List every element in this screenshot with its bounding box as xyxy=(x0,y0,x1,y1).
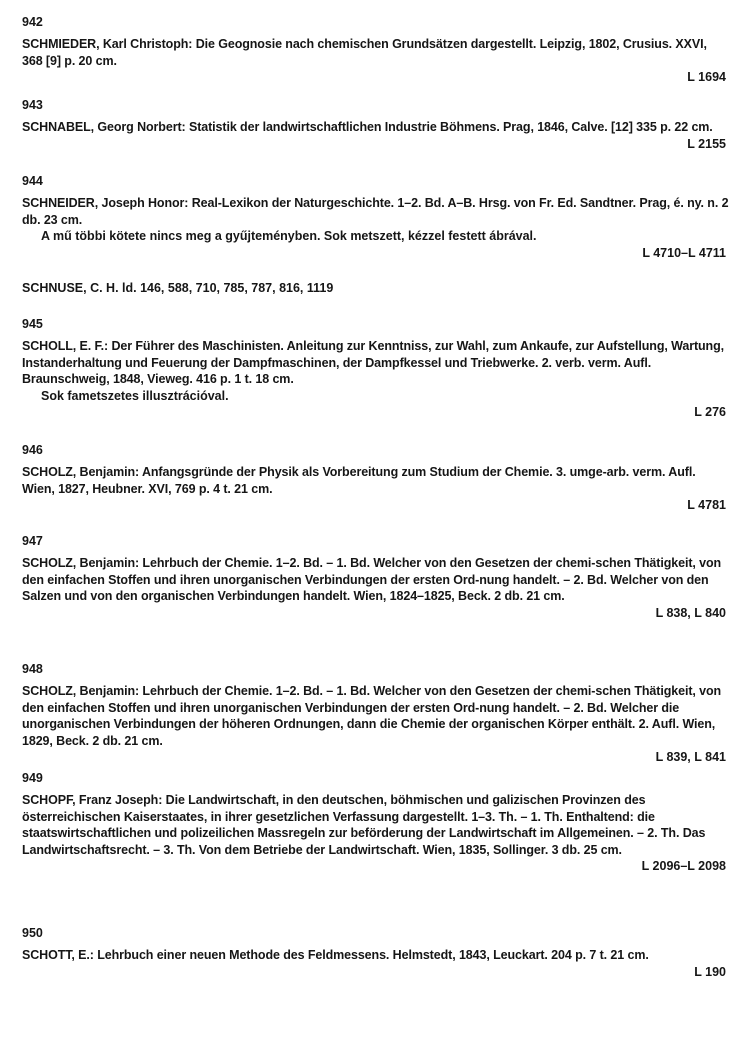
catalog-entry-945 xyxy=(22,316,730,442)
catalog-entry-942 xyxy=(22,14,730,97)
shelf-mark: L 276 xyxy=(694,405,726,419)
shelf-mark: L 838, L 840 xyxy=(655,605,726,620)
entry-number: 947 xyxy=(22,534,43,548)
entry-note: Sok fametszetes illusztrációval. xyxy=(41,388,229,403)
shelf-mark: L 190 xyxy=(694,964,726,979)
cross-reference: SCHNUSE, C. H. ld. 146, 588, 710, 785, 787, 816, 1119 xyxy=(22,281,334,295)
catalog-entry-943 xyxy=(22,97,730,173)
entry-description: SCHOLZ, Benjamin: Lehrbuch der Chemie. 1–2. Bd. – 1. Bd. Welcher von den Gesetzen der chemi-schen Thätigkeit, von den einfachen Stoffen und ihren unorganischen Verbindungen der ersten Ord-nung handelt. – 2. Bd. Welcher von den Salzen und von den organischen Verbindungen handelt. Wien, 1824–1825, Beck. 2 db. 21 cm. xyxy=(22,556,722,603)
entry-description: SCHOLZ, Benjamin: Lehrbuch der Chemie. 1–2. Bd. – 1. Bd. Welcher von den Gesetzen der chemi-schen Thätigkeit, von den einfachen Stoffen und ihren unorganischen Verbindungen der ersten Ord-nung handelt. – 2. Bd. Welcher die unorganischen Verbindungen der höheren Ordnungen, dann die Chemie der organischen Körper enthält. 2. Aufl. Wien, 1829, Beck. 2 db. 21 cm. xyxy=(22,684,722,748)
entry-number: 948 xyxy=(22,662,43,676)
entry-description: SCHNEIDER, Joseph Honor: Real-Lexikon der Naturgeschichte. 1–2. Bd. A–B. Hrsg. von Fr. Ed. Sandtner. Prag, é. ny. n. 2 db. 23 cm. xyxy=(22,196,729,227)
entry-number: 946 xyxy=(22,443,43,457)
entry-description: SCHOLL, E. F.: Der Führer des Maschinisten. Anleitung zur Kenntniss, zur Wahl, zum Ankaufe, zur Aufstellung, Wartung, Instanderhaltung und Feuerung der Dampfmaschinen, der Dampfkessel und Triebwerke. 2. verb. verm. Aufl. Braunschweig, 1848, Vieweg. 416 p. 1 t. 18 cm. xyxy=(22,339,725,386)
shelf-mark: L 4781 xyxy=(687,498,726,512)
entry-description: SCHNABEL, Georg Norbert: Statistik der landwirtschaftlichen Industrie Böhmens. Prag, 1846, Calve. [12] 335 p. 22 cm. xyxy=(22,120,713,134)
entry-number: 942 xyxy=(22,15,43,29)
entry-number: 943 xyxy=(22,98,43,112)
entry-number: 945 xyxy=(22,317,43,331)
shelf-mark: L 2096–L 2098 xyxy=(641,859,726,873)
shelf-mark: L 839, L 841 xyxy=(655,750,726,764)
entry-number: 950 xyxy=(22,926,43,940)
shelf-mark: L 1694 xyxy=(687,70,726,84)
entry-number: 949 xyxy=(22,771,43,785)
entry-description: SCHOTT, E.: Lehrbuch einer neuen Methode des Feldmessens. Helmstedt, 1843, Leuckart. 204 p. 7 t. 21 cm. xyxy=(22,948,649,962)
shelf-mark: L 4710–L 4711 xyxy=(642,245,726,260)
shelf-mark: L 2155 xyxy=(687,136,726,151)
catalog-entry-948 xyxy=(22,661,730,770)
entry-description: SCHMIEDER, Karl Christoph: Die Geognosie nach chemischen Grundsätzen dargestellt. Leipzig, 1802, Crusius. XXVI, 368 [9] p. 20 cm. xyxy=(22,37,707,68)
catalog-entry-950 xyxy=(22,925,730,995)
entry-description: SCHOLZ, Benjamin: Anfangsgründe der Physik als Vorbereitung zum Studium der Chemie. 3. umge-arb. verm. Aufl. Wien, 1827, Heubner. XVI, 769 p. 4 t. 21 cm. xyxy=(22,465,696,496)
catalog-entry-949 xyxy=(22,770,730,925)
catalog-entry-947 xyxy=(22,533,730,661)
entry-number: 944 xyxy=(22,174,43,188)
cross-reference-schnuse xyxy=(22,280,730,316)
entry-description: SCHOPF, Franz Joseph: Die Landwirtschaft, in den deutschen, böhmischen und galizischen Provinzen des österreichischen Kaiserstaates, in ihrer gesetzlichen Verfassung dargestellt. 1–3. Th. – 1. Th. Enthaltend: die staatswirtschaftlichen und polizeilichen Massregeln zur beförderung der Landwirtschaft im Allgemeinen. – 2. Th. Das Landwirtschaftsrecht. – 3. Th. Von dem Betriebe der Landwirtschaft. Wien, 1835, Sollinger. 3 db. 25 cm. xyxy=(22,793,706,857)
catalog-entry-946 xyxy=(22,442,730,533)
entry-note: A mű többi kötete nincs meg a gyűjteményben. Sok metszett, kézzel festett ábrával. xyxy=(41,229,537,243)
catalog-entry-944 xyxy=(22,173,730,280)
